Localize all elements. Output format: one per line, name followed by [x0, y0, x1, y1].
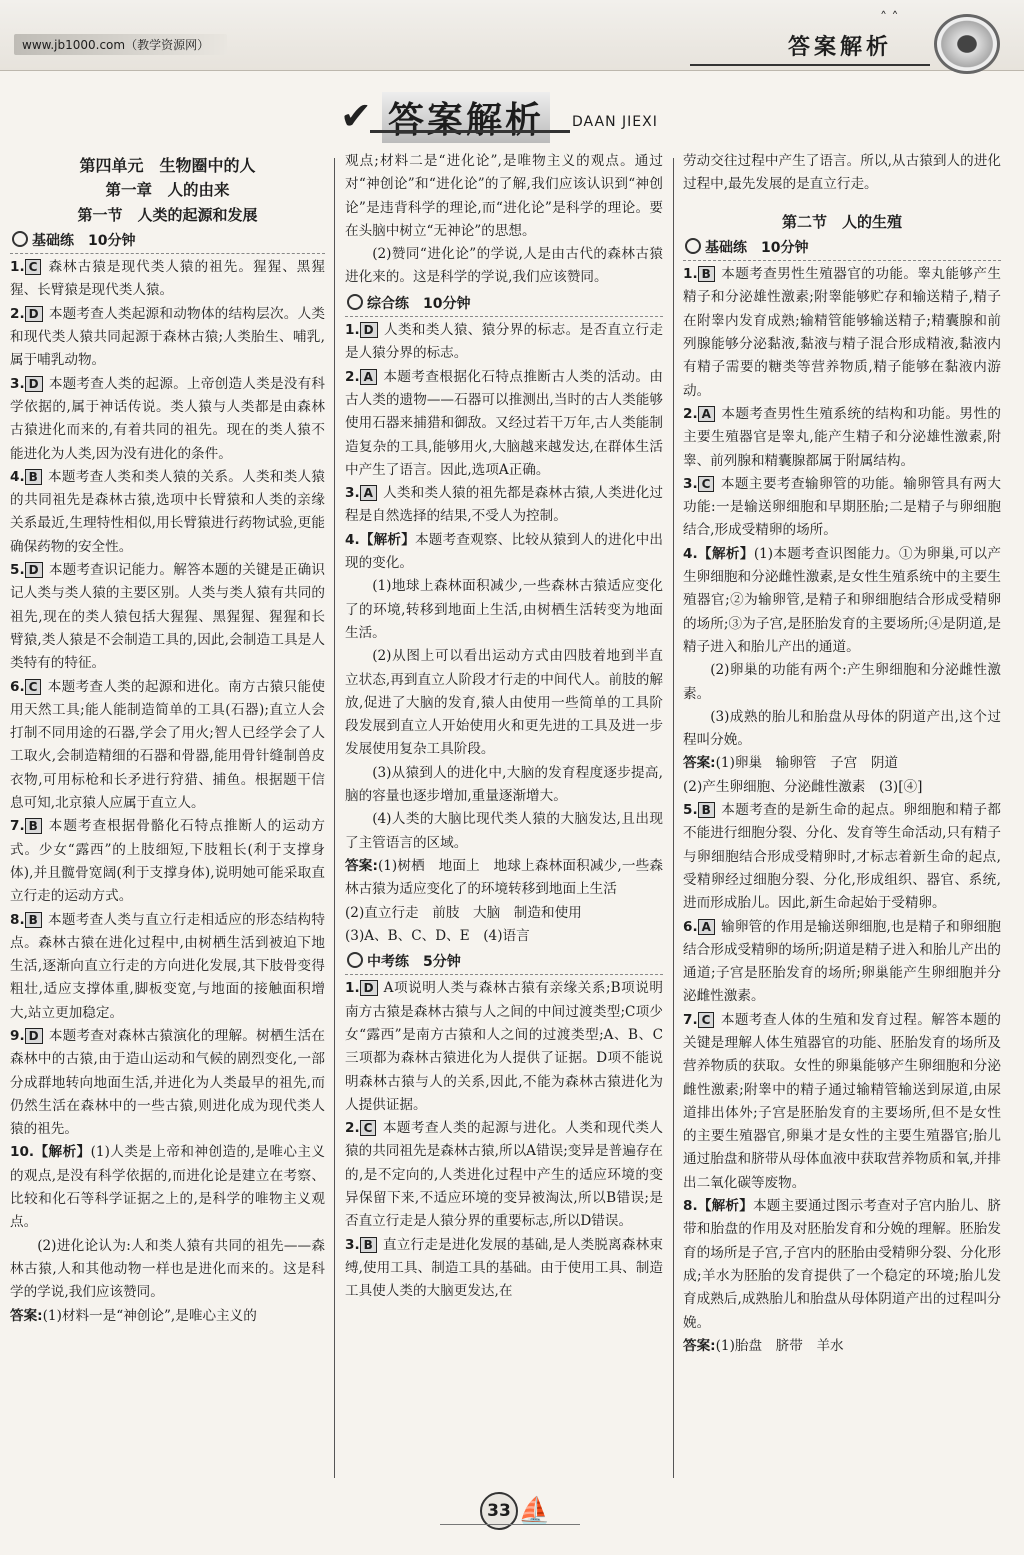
practice-heading-label: 综合练 10分钟: [367, 295, 471, 312]
list-item: 4.【解析】(1)本题考查识图能力。①为卵巢,可以产生卵细胞和分泌雌性激素,是女性生殖系统中的主要生殖器官;②为输卵管,是精子和卵细胞结合形成受精卵的场所;③为子宫,是胚胎发育的主要场所;④是阴道,是精子进入和胎儿产出的通道。: [683, 545, 1001, 655]
column-3: [683, 150, 1001, 1490]
paragraph: (2)卵巢的功能有两个:产生卵细胞和分泌雌性激素。: [683, 662, 1001, 702]
list-item: 3. B 直立行走是进化发展的基础,是人类脱离森林束缚,使用工具、制造工具的基础。由于使用工具、制造工具使人类的大脑更发达,在: [345, 1236, 663, 1300]
answer: (2)直立行走 前肢 大脑 制造和使用: [345, 904, 582, 921]
practice-heading-label: 基础练 10分钟: [705, 239, 809, 256]
circle-icon: [347, 294, 363, 310]
list-item: 8.【解析】本题主要通过图示考查对子宫内胎儿、脐带和胎盘的作用及对胚胎发育和分娩的理解。胚胎发育的场所是子宫,子宫内的胚胎由受精卵分裂、分化形成;羊水为胚胎的发育提供了一个稳定的环境;胎儿发育成熟后,成熟胎儿和胎盘从母体阴道产出的过程叫分娩。: [683, 1198, 1001, 1331]
list-item: 1. C 森林古猿是现代类人猿的祖先。猩猩、黑猩猩、长臂猿是现代类人猿。: [10, 259, 325, 299]
list-item: 4.【解析】本题考查观察、比较从猿到人的进化中出现的变化。: [345, 531, 663, 572]
practice-heading: [345, 951, 663, 975]
column-2: [345, 150, 663, 1490]
list-item: 5. D 本题考查识记能力。解答本题的关键是正确识记人类与类人猿的主要区别。人类与类人猿有共同的祖先,现在的类人猿包括大猩猩、黑猩猩、猩猩和长臂猿,类人猿是不会制造工具的,因此,会制造工具是人类特有的特征。: [10, 562, 325, 672]
site-url: www.jb1000.com（教学资源网）: [14, 34, 227, 55]
section-title: 第一节 人类的起源和发展: [77, 205, 258, 224]
answer: (2)产生卵细胞、分泌雌性激素 (3)[④]: [683, 778, 923, 795]
banner-title: 答案解析: [382, 92, 550, 143]
page-header: [0, 0, 1024, 71]
answer: 答案:(1)材料一是“神创论”,是唯心主义的: [10, 1307, 257, 1324]
header-rule: [690, 64, 930, 66]
column-divider: [334, 158, 335, 1478]
list-item: 5. B 本题考查的是新生命的起点。卵细胞和精子都不能进行细胞分裂、分化、发育等生命活动,只有精子与卵细胞结合形成受精卵时,才标志着新生命的起点,受精卵经过细胞分裂、分化,形成组织、器官、系统,进而形成胎儿。因此,新生命起始于受精卵。: [683, 802, 1001, 912]
answer: 答案:(1)胎盘 脐带 羊水: [683, 1337, 844, 1354]
chapter-title: 第一章 人的由来: [105, 181, 230, 200]
list-item: 2. A 本题考查男性生殖系统的结构和功能。男性的主要生殖器官是睾丸,能产生精子和分泌雄性激素,附睾、前列腺和精囊腺都属于附属结构。: [683, 405, 1001, 469]
practice-heading: [10, 230, 325, 254]
section-title: 第二节 人的生殖: [781, 212, 902, 231]
list-item: 3. A 人类和类人猿的祖先都是森林古猿,人类进化过程是自然选择的结果,不受人为控制。: [345, 485, 663, 525]
list-item: 2. C 本题考查人类的起源与进化。人类和现代类人猿的共同祖先是森林古猿,所以A错误;变异是普遍存在的,是不定向的,人类进化过程中产生的适应环境的变异保留下来,不适应环境的变异被淘汰,所以B错误;是否直立行走是人猿分界的重要标志,所以D错误。: [345, 1120, 663, 1230]
list-item: 9. D 本题考查对森林古猿演化的理解。树栖生活在森林中的古猿,由于造山运动和气候的剧烈变化,一部分成群地转向地面生活,并进化为人类最早的祖先,而仍然生活在森林中的一些古猿,则进化成为现代类人猿的祖先。: [10, 1027, 325, 1138]
list-item: 7. B 本题考查根据骨骼化石特点推断人的运动方式。少女“露西”的上肢细短,下肢粗长(利于支撑身体),并且髋骨宽阔(利于支撑身体),说明她可能采取直立行走的运动方式。: [10, 818, 325, 905]
paragraph: (1)地球上森林面积减少,一些森林古猿适应变化了的环境,转移到地面上生活,由树栖生活转变为地面生活。: [345, 578, 663, 641]
paragraph: (2)从图上可以看出运动方式由四肢着地到半直立状态,再到直立人阶段才行走的中间代人。前肢的解放,促进了大脑的发育,猿人由使用一些简单的工具阶段发展到直立人开始使用火和更先进的工具及进一步发展使用复杂工具阶段。: [345, 648, 663, 758]
paragraph: (3)成熟的胎儿和胎盘从母体的阴道产出,这个过程叫分娩。: [683, 708, 1001, 749]
circle-icon: [347, 952, 363, 968]
practice-heading-label: 基础练 10分钟: [32, 232, 136, 249]
paragraph: 观点;材料二是“进化论”,是唯物主义的观点。通过对“神创论”和“进化论”的了解,我们应该认识到“神创论”是违背科学的理论,而“进化论”是科学的理论。要在头脑中树立“无神论”的思想。: [345, 153, 663, 239]
unit-title: 第四单元 生物圈中的人: [79, 156, 256, 175]
list-item: 3. C 本题主要考查输卵管的功能。输卵管具有两大功能:一是输送卵细胞和早期胚胎;二是精子与卵细胞结合,形成受精卵的场所。: [683, 475, 1001, 539]
list-item: 10.【解析】(1)人类是上帝和神创造的,是唯心主义的观点,是没有科学依据的,而进化论是建立在考察、比较和化石等科学证据之上的,是科学的唯物主义观点。: [10, 1144, 325, 1231]
practice-heading-label: 中考练 5分钟: [367, 954, 461, 971]
list-item: 1. D 人类和类人猿、猿分界的标志。是否直立行走是人猿分界的标志。: [345, 322, 663, 362]
banner-underline: [370, 130, 570, 133]
paragraph: 劳动交往过程中产生了语言。所以,从古猿到人的进化过程中,最先发展的是直立行走。: [683, 153, 1001, 193]
wave-divider: [440, 1524, 580, 1525]
list-item: 8. B 本题考查人类与直立行走相适应的形态结构特点。森林古猿在进化过程中,由树栖生活到被迫下地生活,逐渐向直立行走的方向进化发展,其下肢骨变得粗壮,适应支撑体重,脚板变宽,与地面的接触面积增大,站立更加稳定。: [10, 911, 325, 1021]
birds-icon: ˄ ˄: [880, 10, 899, 26]
paragraph: (2)赞同“进化论”的学说,人是由古代的森林古猿进化来的。这是科学的学说,我们应该赞同。: [345, 246, 663, 286]
list-item: 2. D 本题考查人类起源和动物体的结构层次。人类和现代类人猿共同起源于森林古猿;人类胎生、哺乳,属于哺乳动物。: [10, 305, 325, 369]
paragraph: (4)人类的大脑比现代类人猿的大脑发达,且出现了主管语言的区域。: [345, 811, 663, 851]
answer: (3)A、B、C、D、E (4)语言: [345, 927, 530, 944]
circle-icon: [685, 238, 701, 254]
list-item: 3. D 本题考查人类的起源。上帝创造人类是没有科学依据的,属于神话传说。类人猿与人类都是由森林古猿进化而来的,有着共同的祖先。现在的类人猿不能进化为人类,因为没有进化的条件。: [10, 375, 325, 462]
list-item: 2. A 本题考查根据化石特点推断古人类的活动。由古人类的遗物——石器可以推测出,当时的古人类能够使用石器来捕猎和御敌。又经过若干万年,古人类能制造复杂的工具,能够用火,大脑越来越发达,在群体生活中产生了语言。因此,选项A正确。: [345, 368, 663, 478]
paragraph: (3)从猿到人的进化中,大脑的发育程度逐步提高,脑的容量也逐步增加,重量逐渐增大。: [345, 764, 663, 805]
answer: 答案:(1)树栖 地面上 地球上森林面积减少,一些森林古猿为适应变化了的环境转移到地面上生活: [345, 857, 663, 898]
column-1: [10, 150, 325, 1490]
banner: [340, 88, 740, 141]
list-item: 6. A 输卵管的作用是输送卵细胞,也是精子和卵细胞结合形成受精卵的场所;阴道是精子进入和胎儿产出的通道;子宫是胚胎发育的场所;卵巢能产生卵细胞并分泌雌性激素。: [683, 918, 1001, 1005]
list-item: 6. C 本题考查人类的起源和进化。南方古猿只能使用天然工具;能人能制造简单的工具(石器);直立人会打制不同用途的石器,学会了用火;智人已经学会了人工取火,会制造精细的石器和骨器,能用骨针缝制兽皮衣物,可用标枪和长矛进行狩猎、捕鱼。根据题干信息可知,北京猿人应属于直立人。: [10, 678, 325, 812]
list-item: 4. B 本题考查人类和类人猿的关系。人类和类人猿的共同祖先是森林古猿,选项中长臂猿和人类的亲缘关系最近,生理特性相似,用长臂猿进行药物试验,更能确保药物的安全性。: [10, 468, 325, 555]
page-number: 33: [480, 1492, 518, 1530]
sailboat-icon: ⛵: [518, 1496, 551, 1526]
column-divider: [673, 158, 674, 1478]
list-item: 1. B 本题考查男性生殖器官的功能。睾丸能够产生精子和分泌雄性激素;附睾能够贮存和输送精子,精子在附睾内发育成熟;输精管能够输送精子;精囊腺和前列腺能够分泌黏液,黏液与精子混合形成精液,黏液内有精子需要的糖类等营养物质,精子能够在黏液内游动。: [683, 266, 1001, 399]
circle-icon: [12, 231, 28, 247]
list-item: 7. C 本题考查人体的生殖和发育过程。解答本题的关键是理解人体生殖器官的功能、胚胎发育的场所及营养物质的获取。女性的卵巢能够产生卵细胞和分泌雌性激素;附睾中的精子通过输精管输送到尿道,由尿道排出体外;子宫是胚胎发育的主要场所,但不是女性的主要生殖器官,卵巢才是女性的主要生殖器官;胎儿通过胎盘和脐带从母体血液中获取营养物质和氧,并排出二氧化碳等废物。: [683, 1011, 1001, 1191]
practice-heading: [683, 237, 1001, 261]
practice-heading: [345, 293, 663, 317]
paragraph: (2)进化论认为:人和类人猿有共同的祖先——森林古猿,人和其他动物一样也是进化而来的。这是科学的学说,我们应该赞同。: [10, 1237, 325, 1301]
list-item: 1. D A项说明人类与森林古猿有亲缘关系;B项说明南方古猿是森林古猿与人之间的中间过渡类型;C项少女“露西”是南方古猿和人之间的过渡类型;A、B、C三项都为森林古猿进化为人提供了证据。D项不能说明森林古猿与人的关系,因此,不能为森林古猿进化为人提供证据。: [345, 980, 663, 1113]
checkmark-icon: ✔: [340, 94, 372, 138]
banner-subtitle: DAAN JIEXI: [572, 114, 658, 130]
answer: 答案:(1)卵巢 输卵管 子宫 阴道: [683, 755, 899, 772]
eye-logo-icon: [934, 14, 1000, 74]
header-title: 答案解析: [788, 35, 893, 60]
